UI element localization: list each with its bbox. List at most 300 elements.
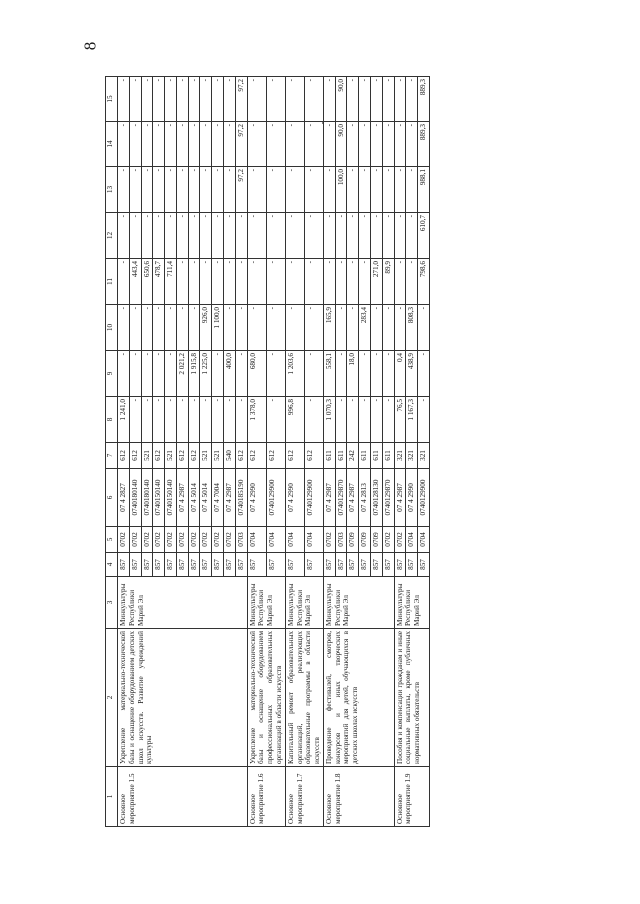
- amount-cell: -: [247, 77, 266, 122]
- amount-cell: -: [394, 122, 406, 167]
- amount-cell: -: [212, 167, 224, 213]
- page-number: 8: [80, 41, 100, 51]
- executor-cell: Минкультуры Республики Марий Эл: [247, 577, 285, 629]
- code-cell: 857: [394, 553, 406, 577]
- code-cell: 521: [200, 443, 212, 469]
- amount-cell: -: [200, 77, 212, 122]
- amount-cell: -: [359, 259, 371, 305]
- amount-cell: -: [304, 77, 323, 122]
- code-cell: 612: [118, 443, 130, 469]
- code-cell: 0704: [418, 527, 430, 553]
- code-cell: 521: [165, 443, 177, 469]
- executor-cell: Минкультуры Республики Марий Эл: [285, 577, 323, 629]
- amount-cell: -: [212, 122, 224, 167]
- code-cell: 0740180140: [129, 469, 141, 527]
- amount-cell: -: [212, 397, 224, 443]
- amount-cell: -: [176, 122, 188, 167]
- amount-cell: 2 021,2: [176, 351, 188, 397]
- amount-cell: -: [335, 259, 347, 305]
- amount-cell: -: [141, 351, 153, 397]
- code-cell: 0703: [235, 527, 247, 553]
- description-cell: Укрепление материально-технической базы и оснащение оборудованием детских школ искусств. Развитие учреждений культуры: [118, 629, 248, 767]
- code-cell: 0704: [266, 527, 285, 553]
- amount-cell: -: [141, 77, 153, 122]
- table-row: [247, 77, 266, 827]
- table-body: [118, 77, 430, 827]
- amount-cell: -: [129, 351, 141, 397]
- amount-cell: 1 915,8: [188, 351, 200, 397]
- amount-cell: -: [370, 351, 382, 397]
- code-cell: 0702: [224, 527, 236, 553]
- amount-cell: -: [347, 259, 359, 305]
- code-cell: 857: [406, 553, 418, 577]
- amount-cell: -: [200, 397, 212, 443]
- amount-cell: -: [266, 259, 285, 305]
- code-cell: 0702: [129, 527, 141, 553]
- amount-cell: -: [141, 122, 153, 167]
- column-header: 3: [106, 577, 118, 629]
- column-header: 10: [106, 305, 118, 351]
- amount-cell: -: [323, 77, 335, 122]
- code-cell: 07 4 2987: [394, 469, 406, 527]
- code-cell: 321: [406, 443, 418, 469]
- code-cell: 857: [118, 553, 130, 577]
- table-row: [285, 77, 304, 827]
- code-cell: 0740129900: [418, 469, 430, 527]
- amount-cell: 0,4: [394, 351, 406, 397]
- amount-cell: -: [176, 167, 188, 213]
- column-header: 1: [106, 767, 118, 827]
- code-cell: 0740150140: [153, 469, 165, 527]
- code-cell: 0702: [394, 527, 406, 553]
- amount-cell: -: [359, 397, 371, 443]
- amount-cell: -: [347, 305, 359, 351]
- amount-cell: -: [188, 259, 200, 305]
- amount-cell: -: [266, 397, 285, 443]
- amount-cell: 90,0: [335, 77, 347, 122]
- amount-cell: -: [165, 167, 177, 213]
- amount-cell: -: [188, 213, 200, 259]
- amount-cell: 165,9: [323, 305, 335, 351]
- code-cell: 0702: [188, 527, 200, 553]
- code-cell: 0704: [406, 527, 418, 553]
- amount-cell: 798,6: [418, 259, 430, 305]
- amount-cell: -: [304, 397, 323, 443]
- code-cell: 857: [323, 553, 335, 577]
- amount-cell: 558,1: [323, 351, 335, 397]
- amount-cell: -: [165, 213, 177, 259]
- code-cell: 612: [235, 443, 247, 469]
- amount-cell: 90,0: [335, 122, 347, 167]
- code-cell: 857: [359, 553, 371, 577]
- amount-cell: 271,0: [370, 259, 382, 305]
- amount-cell: -: [370, 305, 382, 351]
- description-cell: Капитальный ремонт образовательных организаций, реализующих образовательные программы в области искусств: [285, 629, 323, 767]
- amount-cell: 650,6: [141, 259, 153, 305]
- amount-cell: -: [382, 351, 394, 397]
- code-cell: 857: [141, 553, 153, 577]
- amount-cell: -: [382, 305, 394, 351]
- amount-cell: -: [235, 305, 247, 351]
- amount-cell: 1 378,0: [247, 397, 266, 443]
- code-cell: 07 4 2813: [359, 469, 371, 527]
- amount-cell: -: [165, 397, 177, 443]
- amount-cell: -: [359, 167, 371, 213]
- amount-cell: -: [347, 167, 359, 213]
- code-cell: 0702: [176, 527, 188, 553]
- amount-cell: 1 203,6: [285, 351, 304, 397]
- code-cell: 611: [382, 443, 394, 469]
- amount-cell: -: [235, 259, 247, 305]
- budget-table: [105, 76, 430, 827]
- amount-cell: -: [285, 213, 304, 259]
- executor-cell: Минкультуры Республики Марий Эл: [118, 577, 248, 629]
- event-cell: Основное мероприятие 1.5: [118, 767, 248, 827]
- amount-cell: -: [335, 397, 347, 443]
- amount-cell: -: [406, 259, 418, 305]
- amount-cell: -: [359, 77, 371, 122]
- code-cell: 612: [153, 443, 165, 469]
- code-cell: 612: [285, 443, 304, 469]
- code-cell: 857: [200, 553, 212, 577]
- code-cell: 0740129870: [335, 469, 347, 527]
- amount-cell: -: [118, 167, 130, 213]
- amount-cell: 89,9: [382, 259, 394, 305]
- column-header: 5: [106, 527, 118, 553]
- amount-cell: -: [370, 167, 382, 213]
- amount-cell: -: [304, 122, 323, 167]
- code-cell: 857: [235, 553, 247, 577]
- amount-cell: -: [153, 351, 165, 397]
- code-cell: 07 4 2987: [347, 469, 359, 527]
- amount-cell: -: [165, 122, 177, 167]
- amount-cell: -: [266, 122, 285, 167]
- code-cell: 0709: [359, 527, 371, 553]
- amount-cell: -: [406, 213, 418, 259]
- code-cell: 0704: [247, 527, 266, 553]
- code-cell: 611: [359, 443, 371, 469]
- event-cell: Основное мероприятие 1.7: [285, 767, 323, 827]
- amount-cell: 711,4: [165, 259, 177, 305]
- code-cell: 521: [212, 443, 224, 469]
- amount-cell: -: [141, 167, 153, 213]
- amount-cell: -: [129, 167, 141, 213]
- amount-cell: -: [304, 305, 323, 351]
- code-cell: 0702: [323, 527, 335, 553]
- amount-cell: -: [165, 77, 177, 122]
- code-cell: 07 4 2987: [224, 469, 236, 527]
- amount-cell: -: [153, 77, 165, 122]
- amount-cell: 97,2: [235, 122, 247, 167]
- column-header: 9: [106, 351, 118, 397]
- amount-cell: -: [224, 77, 236, 122]
- code-cell: 0740180140: [141, 469, 153, 527]
- amount-cell: 438,9: [406, 351, 418, 397]
- amount-cell: 680,0: [247, 351, 266, 397]
- amount-cell: -: [212, 351, 224, 397]
- table-row: [394, 77, 406, 827]
- code-cell: 0740129900: [266, 469, 285, 527]
- amount-cell: -: [212, 77, 224, 122]
- amount-cell: 889,3: [418, 77, 430, 122]
- amount-cell: -: [382, 77, 394, 122]
- description-cell: Проведение фестивалей, смотров, конкурсов и иных творческих мероприятий для детей, обучающихся в детских школах искусств: [323, 629, 394, 767]
- code-cell: 0740129900: [304, 469, 323, 527]
- code-cell: 0740185190: [235, 469, 247, 527]
- amount-cell: -: [335, 351, 347, 397]
- code-cell: 857: [285, 553, 304, 577]
- amount-cell: -: [359, 213, 371, 259]
- amount-cell: -: [394, 77, 406, 122]
- amount-cell: -: [247, 122, 266, 167]
- column-header: 7: [106, 443, 118, 469]
- amount-cell: -: [285, 259, 304, 305]
- code-cell: 857: [129, 553, 141, 577]
- code-cell: 0709: [347, 527, 359, 553]
- amount-cell: -: [129, 77, 141, 122]
- code-cell: 0702: [212, 527, 224, 553]
- code-cell: 0704: [285, 527, 304, 553]
- amount-cell: -: [165, 305, 177, 351]
- amount-cell: -: [153, 397, 165, 443]
- code-cell: 857: [418, 553, 430, 577]
- amount-cell: 478,7: [153, 259, 165, 305]
- code-cell: 07 4 2987: [323, 469, 335, 527]
- amount-cell: -: [224, 397, 236, 443]
- amount-cell: -: [382, 167, 394, 213]
- amount-cell: -: [118, 305, 130, 351]
- code-cell: 857: [153, 553, 165, 577]
- executor-cell: Минкультуры Республики Марий Эл: [394, 577, 429, 629]
- amount-cell: -: [247, 305, 266, 351]
- amount-cell: -: [370, 213, 382, 259]
- amount-cell: -: [394, 259, 406, 305]
- table-row: [118, 77, 130, 827]
- code-cell: 612: [188, 443, 200, 469]
- amount-cell: -: [382, 122, 394, 167]
- amount-cell: -: [247, 259, 266, 305]
- amount-cell: -: [247, 167, 266, 213]
- code-cell: 611: [370, 443, 382, 469]
- description-cell: Укрепление материально-технической базы и оснащение оборудованием профессиональных образовательных организаций в области искусств: [247, 629, 285, 767]
- column-header: 13: [106, 167, 118, 213]
- amount-cell: -: [176, 397, 188, 443]
- amount-cell: -: [224, 305, 236, 351]
- code-cell: 07 4 5014: [200, 469, 212, 527]
- amount-cell: -: [266, 167, 285, 213]
- column-header: 12: [106, 213, 118, 259]
- amount-cell: -: [118, 213, 130, 259]
- amount-cell: 610,7: [418, 213, 430, 259]
- amount-cell: -: [370, 122, 382, 167]
- code-cell: 540: [224, 443, 236, 469]
- amount-cell: -: [212, 213, 224, 259]
- column-header: 15: [106, 77, 118, 122]
- amount-cell: -: [153, 305, 165, 351]
- code-cell: 611: [335, 443, 347, 469]
- code-cell: 0702: [118, 527, 130, 553]
- column-header: 8: [106, 397, 118, 443]
- amount-cell: -: [200, 167, 212, 213]
- amount-cell: -: [323, 167, 335, 213]
- code-cell: 07 4 7004: [212, 469, 224, 527]
- amount-cell: -: [406, 167, 418, 213]
- amount-cell: 443,4: [129, 259, 141, 305]
- amount-cell: 76,5: [394, 397, 406, 443]
- amount-cell: -: [285, 167, 304, 213]
- code-cell: 857: [188, 553, 200, 577]
- amount-cell: -: [359, 351, 371, 397]
- amount-cell: -: [141, 397, 153, 443]
- code-cell: 0702: [165, 527, 177, 553]
- code-cell: 0709: [370, 527, 382, 553]
- amount-cell: -: [266, 77, 285, 122]
- amount-cell: 889,3: [418, 122, 430, 167]
- amount-cell: -: [266, 351, 285, 397]
- code-cell: 612: [247, 443, 266, 469]
- amount-cell: -: [129, 122, 141, 167]
- code-cell: 07 4 2990: [406, 469, 418, 527]
- amount-cell: -: [304, 351, 323, 397]
- amount-cell: -: [323, 122, 335, 167]
- code-cell: 612: [266, 443, 285, 469]
- code-cell: 0702: [200, 527, 212, 553]
- amount-cell: -: [188, 167, 200, 213]
- code-cell: 07 4 2990: [285, 469, 304, 527]
- amount-cell: -: [200, 259, 212, 305]
- amount-cell: -: [266, 213, 285, 259]
- column-header: 4: [106, 553, 118, 577]
- amount-cell: -: [359, 122, 371, 167]
- code-cell: 0740150140: [165, 469, 177, 527]
- code-cell: 857: [224, 553, 236, 577]
- code-cell: 857: [176, 553, 188, 577]
- amount-cell: -: [224, 213, 236, 259]
- code-cell: 0703: [335, 527, 347, 553]
- executor-cell: Минкультуры Республики Марий Эл: [323, 577, 394, 629]
- amount-cell: -: [382, 213, 394, 259]
- amount-cell: -: [188, 397, 200, 443]
- amount-cell: -: [129, 213, 141, 259]
- code-cell: 07 4 2990: [247, 469, 266, 527]
- code-cell: 321: [394, 443, 406, 469]
- amount-cell: -: [382, 397, 394, 443]
- amount-cell: -: [118, 77, 130, 122]
- amount-cell: -: [418, 305, 430, 351]
- column-header: 2: [106, 629, 118, 767]
- amount-cell: -: [235, 397, 247, 443]
- rotated-budget-table: [105, 77, 605, 827]
- amount-cell: -: [188, 122, 200, 167]
- event-cell: Основное мероприятие 1.6: [247, 767, 285, 827]
- amount-cell: 808,3: [406, 305, 418, 351]
- code-cell: 07 4 2827: [118, 469, 130, 527]
- column-header: 14: [106, 122, 118, 167]
- amount-cell: -: [224, 167, 236, 213]
- amount-cell: -: [370, 77, 382, 122]
- amount-cell: -: [235, 351, 247, 397]
- column-header: 6: [106, 469, 118, 527]
- amount-cell: -: [406, 122, 418, 167]
- description-cell: Пособия и компенсации гражданам и иные социальные выплаты, кроме публичных нормативных обязательств: [394, 629, 429, 767]
- amount-cell: 1 167,3: [406, 397, 418, 443]
- amount-cell: 283,4: [359, 305, 371, 351]
- code-cell: 321: [418, 443, 430, 469]
- event-cell: Основное мероприятие 1.8: [323, 767, 394, 827]
- amount-cell: -: [200, 213, 212, 259]
- amount-cell: 400,0: [224, 351, 236, 397]
- amount-cell: -: [285, 305, 304, 351]
- code-cell: 857: [382, 553, 394, 577]
- amount-cell: -: [285, 77, 304, 122]
- code-cell: 611: [323, 443, 335, 469]
- amount-cell: -: [394, 167, 406, 213]
- amount-cell: -: [176, 77, 188, 122]
- amount-cell: -: [141, 305, 153, 351]
- amount-cell: -: [247, 213, 266, 259]
- amount-cell: -: [347, 397, 359, 443]
- amount-cell: -: [347, 213, 359, 259]
- code-cell: 857: [335, 553, 347, 577]
- amount-cell: -: [394, 305, 406, 351]
- amount-cell: -: [304, 167, 323, 213]
- amount-cell: -: [118, 259, 130, 305]
- amount-cell: 18,0: [347, 351, 359, 397]
- code-cell: 857: [165, 553, 177, 577]
- code-cell: 0740129870: [382, 469, 394, 527]
- amount-cell: -: [347, 77, 359, 122]
- amount-cell: 1 241,0: [118, 397, 130, 443]
- code-cell: 0702: [153, 527, 165, 553]
- code-cell: 0740128130: [370, 469, 382, 527]
- code-cell: 07 4 5014: [188, 469, 200, 527]
- code-cell: 857: [304, 553, 323, 577]
- amount-cell: 996,8: [285, 397, 304, 443]
- amount-cell: -: [165, 351, 177, 397]
- amount-cell: 1 100,0: [212, 305, 224, 351]
- amount-cell: -: [153, 167, 165, 213]
- amount-cell: -: [176, 305, 188, 351]
- amount-cell: 1 070,3: [323, 397, 335, 443]
- code-cell: 0704: [304, 527, 323, 553]
- code-cell: 612: [129, 443, 141, 469]
- amount-cell: -: [176, 259, 188, 305]
- amount-cell: -: [335, 213, 347, 259]
- amount-cell: -: [406, 77, 418, 122]
- code-cell: 857: [370, 553, 382, 577]
- event-cell: Основное мероприятие 1.9: [394, 767, 429, 827]
- amount-cell: -: [118, 351, 130, 397]
- code-cell: 857: [212, 553, 224, 577]
- amount-cell: -: [347, 122, 359, 167]
- amount-cell: -: [188, 305, 200, 351]
- amount-cell: -: [323, 213, 335, 259]
- amount-cell: -: [418, 351, 430, 397]
- code-cell: 0702: [141, 527, 153, 553]
- code-cell: 07 4 2987: [176, 469, 188, 527]
- amount-cell: -: [370, 397, 382, 443]
- amount-cell: 926,0: [200, 305, 212, 351]
- amount-cell: 97,2: [235, 167, 247, 213]
- amount-cell: -: [266, 305, 285, 351]
- amount-cell: -: [129, 305, 141, 351]
- code-cell: 612: [176, 443, 188, 469]
- amount-cell: 100,0: [335, 167, 347, 213]
- amount-cell: -: [141, 213, 153, 259]
- amount-cell: -: [188, 77, 200, 122]
- amount-cell: -: [235, 213, 247, 259]
- code-cell: 857: [266, 553, 285, 577]
